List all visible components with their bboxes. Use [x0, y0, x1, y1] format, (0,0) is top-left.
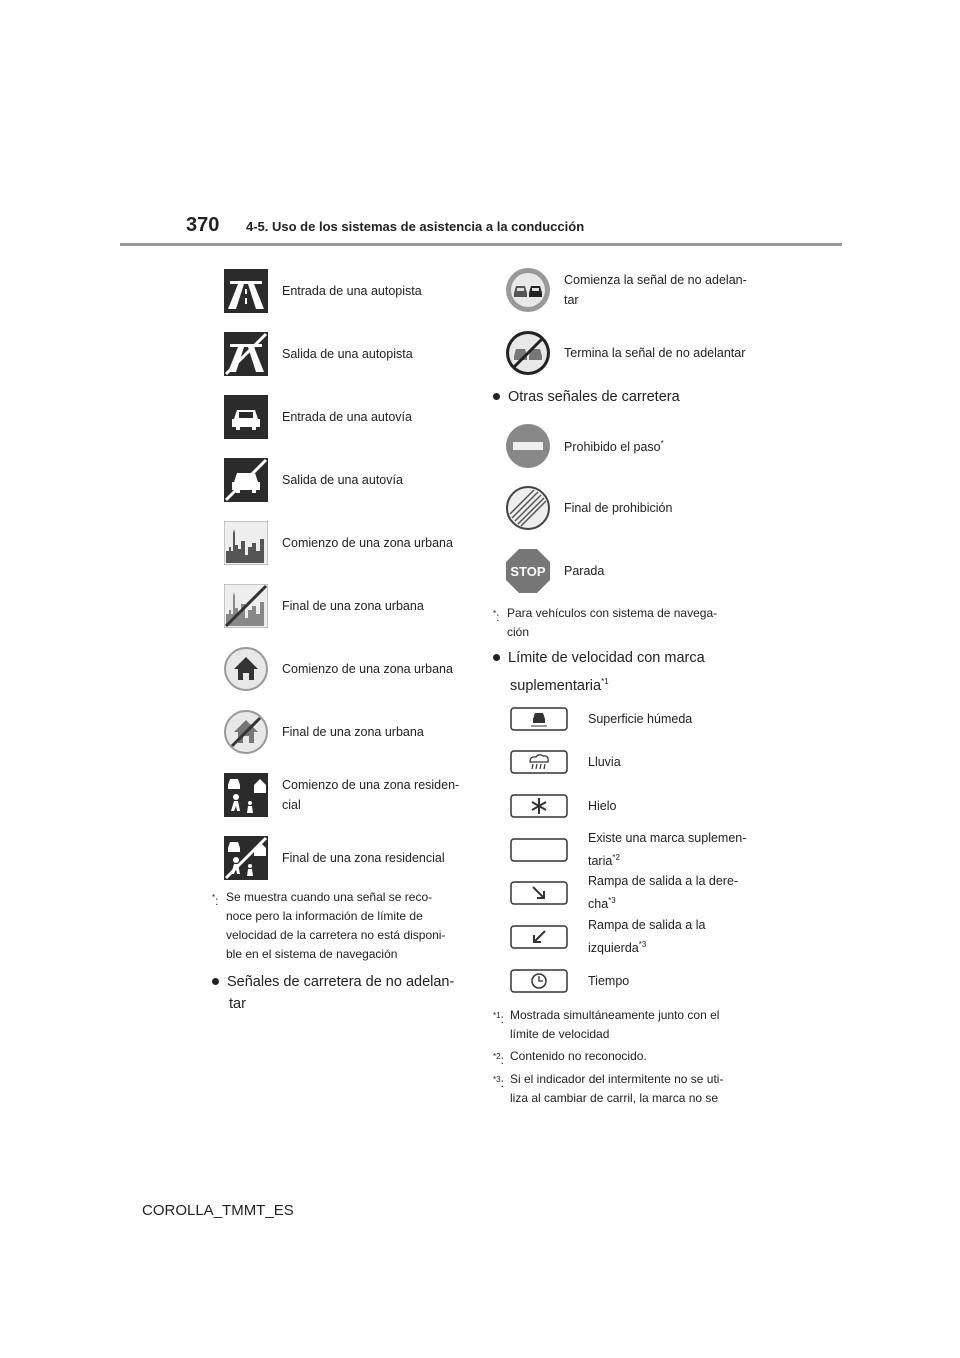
- footnote-3: $^{*3}$: Si el indicador del intermitente no se uti- liza al cambiar de carril, la marca no se: [493, 1072, 724, 1105]
- sign-row-urban-start-round: [224, 646, 474, 692]
- bullet-dot: [493, 393, 500, 400]
- no-overtaking-end-icon: [505, 330, 551, 376]
- sign-label: Final de una zona residencial: [282, 851, 445, 865]
- sign-row-end-of-prohibition: [505, 485, 765, 531]
- supp-label: Rampa de salida a la izquierda$^{*3}$: [588, 918, 706, 956]
- footnote-1: $^{*1}$: Mostrada simultáneamente junto con el límite de velocidad: [493, 1008, 720, 1041]
- residential-zone-end-icon: [224, 836, 268, 880]
- bullet-speed-limit-supplementary: Límite de velocidad con marca suplementaria$^{*1}$: [493, 647, 763, 698]
- urban-zone-start-icon: [224, 521, 268, 565]
- sign-row-stop: [505, 548, 765, 594]
- supp-row-time: [510, 961, 770, 1001]
- sign-row-motorway-entry: [224, 268, 474, 314]
- residential-zone-start-icon: [224, 773, 268, 817]
- supp-row-ice: [510, 786, 770, 826]
- sign-label: Prohibido el paso*: [564, 439, 664, 455]
- snowflake-icon: [510, 794, 568, 818]
- sign-row-expressway-exit: [224, 457, 474, 503]
- supp-label: Tiempo: [588, 974, 630, 988]
- sign-row-urban-start: [224, 520, 474, 566]
- bullet-dot: [493, 654, 500, 661]
- sign-row-no-overtaking-start: [505, 267, 765, 313]
- supp-row-blank: [510, 830, 770, 870]
- sign-label: Final de prohibición: [564, 501, 673, 515]
- rain-icon: [510, 750, 568, 774]
- page-number: 370: [186, 214, 220, 236]
- no-entry-icon: [505, 423, 551, 469]
- sign-label: Parada: [564, 564, 605, 578]
- blank-plate-icon: [510, 838, 568, 862]
- urban-zone-end-round-icon: [224, 710, 268, 754]
- sign-row-expressway-entry: [224, 394, 474, 440]
- sign-label: Final de una zona urbana: [282, 599, 424, 613]
- supp-row-exit-right: [510, 873, 770, 913]
- expressway-exit-icon: [224, 458, 268, 502]
- sign-row-no-entry: [505, 423, 765, 469]
- footer-model-code: COROLLA_TMMT_ES: [142, 1202, 294, 1219]
- other-footnote: *: Para vehículos con sistema de navega- ción: [493, 606, 718, 639]
- bullet-dot: [212, 978, 219, 985]
- sign-row-urban-end: [224, 583, 474, 629]
- arrow-down-right-icon: [510, 881, 568, 905]
- urban-zone-end-icon: [224, 584, 268, 628]
- sign-label: Termina la señal de no adelantar: [564, 346, 746, 360]
- sign-row-urban-end-round: [224, 709, 474, 755]
- supp-label: Superficie húmeda: [588, 712, 693, 726]
- sign-row-residential-end: [224, 835, 474, 881]
- no-overtaking-start-icon: [505, 267, 551, 313]
- sign-row-no-overtaking-end: [505, 330, 765, 376]
- sign-label: Salida de una autopista: [282, 347, 413, 361]
- supp-label: Lluvia: [588, 755, 621, 769]
- motorway-exit-icon: [224, 332, 268, 376]
- supp-row-rain: [510, 742, 770, 782]
- stop-sign-icon: [505, 548, 551, 594]
- wet-surface-icon: [510, 707, 568, 731]
- arrow-down-left-icon: [510, 925, 568, 949]
- sign-label: Entrada de una autovía: [282, 410, 412, 424]
- supp-row-exit-left: [510, 917, 770, 957]
- supp-label: Rampa de salida a la dere- cha$^{*3}$: [588, 874, 739, 912]
- section-title: 4-5. Uso de los sistemas de asistencia a la conducción: [246, 219, 585, 234]
- left-footnote: *: Se muestra cuando una señal se reco- noce pero la información de límite de velocidad de la carretera no está disponi- ble en el sistema de navegación: [212, 890, 446, 961]
- supp-row-wet-surface: [510, 699, 770, 739]
- sign-row-motorway-exit: [224, 331, 474, 377]
- motorway-entry-icon: [224, 269, 268, 313]
- sign-label: Final de una zona urbana: [282, 725, 424, 739]
- bullet-other-road-signs: Otras señales de carretera: [493, 386, 680, 408]
- sign-label: Comienzo de una zona residen- cial: [282, 778, 460, 812]
- bullet-no-overtaking-signs: Señales de carretera de no adelan- tar: [212, 971, 482, 1015]
- footnote-2: $^{*2}$: Contenido no reconocido.: [493, 1049, 647, 1067]
- sign-label: Entrada de una autopista: [282, 284, 422, 298]
- header-divider: [120, 243, 842, 246]
- sign-label: Comienzo de una zona urbana: [282, 536, 453, 550]
- urban-zone-start-round-icon: [224, 647, 268, 691]
- sign-label: Comienzo de una zona urbana: [282, 662, 453, 676]
- supp-label: Hielo: [588, 799, 617, 813]
- expressway-entry-icon: [224, 395, 268, 439]
- clock-icon: [510, 969, 568, 993]
- stop-sign-text: STOP: [510, 564, 546, 579]
- sign-row-residential-start: [224, 772, 474, 818]
- sign-label: Comienza la señal de no adelan- tar: [564, 273, 747, 307]
- supp-label: Existe una marca suplemen- taria$^{*2}$: [588, 831, 747, 869]
- end-of-prohibition-icon: [505, 485, 551, 531]
- sign-label: Salida de una autovía: [282, 473, 403, 487]
